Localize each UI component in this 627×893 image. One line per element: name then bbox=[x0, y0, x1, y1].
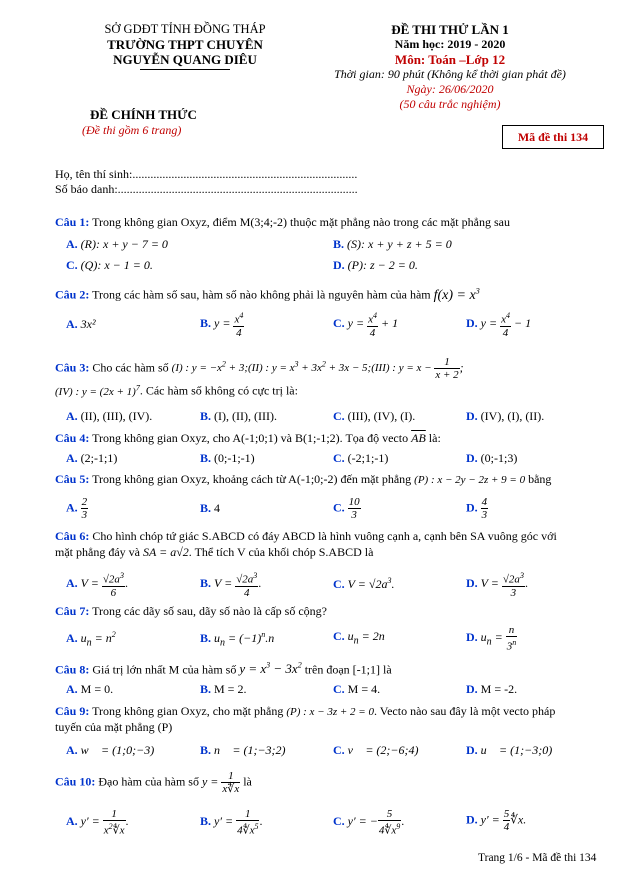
question-2 bbox=[55, 286, 480, 304]
option-2a bbox=[66, 318, 96, 332]
fraction: $\frac{x^4}{4}$ bbox=[501, 311, 510, 339]
vector-ab: $\overline{AB}$ bbox=[411, 431, 426, 445]
question-9-cont bbox=[55, 721, 172, 735]
question-label: Câu 1: bbox=[55, 215, 90, 229]
formula: y = bbox=[347, 316, 368, 331]
formula: u⃗ = (1;−3;0) bbox=[480, 743, 553, 757]
formula: v⃗ = (2;−6;4) bbox=[347, 743, 419, 757]
option-letter: A. bbox=[66, 682, 78, 696]
question-10 bbox=[55, 770, 252, 795]
exam-time: Thời gian: 90 phút (Không kể thời gian phát đề) bbox=[334, 67, 566, 81]
fraction: $\frac{1}{x^2∜x}$ bbox=[103, 808, 125, 837]
question-1 bbox=[55, 216, 510, 230]
formula: (P) : x − 2y − 2z + 9 = 0 bbox=[414, 474, 526, 486]
question-text-tail: . Thể tích V của khối chóp S.ABCD là bbox=[188, 545, 374, 559]
question-text: Trong các hàm số sau, hàm số nào không phải là nguyên hàm của hàm bbox=[92, 287, 431, 302]
option-letter: A. bbox=[66, 237, 78, 251]
option-letter: D. bbox=[466, 316, 478, 331]
option-8a bbox=[66, 683, 113, 697]
option-5b bbox=[200, 502, 220, 516]
student-name-line: Họ, tên thí sinh:........................................................................... bbox=[55, 167, 358, 181]
fraction: $\frac{4}{3}$ bbox=[481, 496, 488, 521]
option-letter: B. bbox=[200, 576, 212, 591]
option-7b bbox=[200, 630, 274, 649]
question-text: Đạo hàm của hàm số bbox=[98, 774, 199, 789]
formula: $u_n$ = bbox=[480, 630, 506, 648]
formula: y′ = − bbox=[347, 814, 378, 829]
option-9a bbox=[66, 744, 154, 758]
option-9d bbox=[466, 744, 552, 758]
option-letter: D. bbox=[466, 812, 478, 827]
question-text: Cho các hàm số bbox=[92, 360, 169, 375]
formula: $u_n = 2n$ bbox=[347, 629, 385, 647]
question-text: . Các hàm số không có cực trị là: bbox=[139, 383, 298, 398]
formula: $V = √2a^3$. bbox=[347, 576, 395, 591]
formula: y′ = bbox=[80, 814, 103, 829]
option-letter: D. bbox=[333, 258, 345, 272]
page-footer: Trang 1/6 - Mã đề thi 134 bbox=[478, 852, 597, 864]
option-letter: C. bbox=[333, 743, 345, 757]
option-6c bbox=[333, 576, 394, 592]
option-1c bbox=[66, 259, 153, 273]
question-6-cont bbox=[55, 546, 373, 560]
option-1a bbox=[66, 238, 168, 252]
option-letter: D. bbox=[466, 451, 478, 465]
dept-name: SỞ GDĐT TỈNH ĐỒNG THÁP bbox=[104, 22, 266, 36]
option-4c bbox=[333, 452, 388, 466]
fraction: $\frac{10}{3}$ bbox=[348, 496, 360, 521]
question-text-tail: bằng bbox=[528, 472, 552, 486]
fraction: $\frac{√2a^3}{3}$ bbox=[502, 571, 524, 599]
school-line-1: TRƯỜNG THPT CHUYÊN bbox=[107, 37, 263, 52]
question-text: Giá trị lớn nhất M của hàm số bbox=[92, 662, 237, 677]
option-letter: A. bbox=[66, 500, 78, 515]
fraction: $\frac{5}{4∜x^9}$ bbox=[378, 808, 401, 837]
question-3-cont bbox=[55, 383, 298, 398]
question-label: Câu 8: bbox=[55, 662, 90, 677]
formula: (IV) : $y = (2x + 1)^7$ bbox=[55, 383, 140, 398]
option-6a: A. V = $\frac{√2a^3}{6}$ . bbox=[66, 571, 128, 599]
option-letter: B. bbox=[200, 409, 212, 423]
question-3 bbox=[55, 356, 464, 381]
question-text: mặt phẳng đáy và bbox=[55, 545, 140, 559]
option-4b bbox=[200, 452, 255, 466]
option-letter: A. bbox=[66, 409, 78, 423]
question-label: Câu 9: bbox=[55, 704, 90, 718]
question-text-tail: trên đoạn [-1;1] là bbox=[304, 662, 392, 677]
option-1b bbox=[333, 238, 452, 252]
option-letter: B. bbox=[200, 743, 212, 757]
option-letter: B. bbox=[200, 501, 212, 515]
option-letter: C. bbox=[333, 500, 345, 515]
subject: Môn: Toán –Lớp 12 bbox=[394, 52, 506, 67]
question-label: Câu 5: bbox=[55, 472, 90, 486]
option-6b: B. V = $\frac{√2a^3}{4}$ . bbox=[200, 571, 262, 599]
formula: y′ = bbox=[214, 814, 237, 829]
option-letter: B. bbox=[200, 451, 212, 465]
option-1d bbox=[333, 259, 418, 273]
formula: y = bbox=[201, 774, 222, 789]
option-text: (S): x + y + z + 5 = 0 bbox=[347, 237, 452, 251]
option-7c bbox=[333, 630, 385, 647]
fraction: $\frac{√2a^3}{6}$ bbox=[102, 571, 124, 599]
question-count: (50 câu trắc nghiệm) bbox=[399, 97, 501, 111]
option-3b bbox=[200, 410, 277, 424]
option-text: M = 4. bbox=[347, 682, 381, 696]
pages-note: (Đề thi gồm 6 trang) bbox=[82, 123, 182, 137]
official-label: ĐỀ CHÍNH THỨC bbox=[90, 107, 197, 122]
option-9c bbox=[333, 744, 419, 758]
question-text: Cho hình chóp tứ giác S.ABCD có đáy ABCD là hình vuông cạnh a, cạnh bên SA vuông góc với bbox=[92, 529, 557, 543]
option-8d bbox=[466, 683, 517, 697]
option-3a bbox=[66, 410, 152, 424]
formula: V = bbox=[480, 576, 502, 591]
fraction: $\frac{1}{x∜x}$ bbox=[222, 770, 240, 795]
question-text: Trong không gian Oxyz, khoảng cách từ A(-1;0;-2) đến mặt phẳng bbox=[92, 472, 412, 486]
option-letter: B. bbox=[200, 631, 212, 645]
formula: (P) : x − 3z + 2 = 0 bbox=[286, 706, 374, 718]
option-4a bbox=[66, 452, 117, 466]
option-text: (I), (II), (III). bbox=[214, 409, 277, 423]
option-text: (II), (III), (IV). bbox=[80, 409, 153, 423]
question-label: Câu 3: bbox=[55, 360, 90, 375]
option-letter: C. bbox=[333, 316, 345, 331]
question-label: Câu 2: bbox=[55, 287, 90, 302]
option-text: (2;-1;1) bbox=[80, 451, 118, 465]
option-8c bbox=[333, 683, 380, 697]
option-5d bbox=[466, 496, 488, 521]
fraction: $\frac{x^4}{4}$ bbox=[368, 311, 377, 339]
option-text: 4 bbox=[214, 501, 221, 515]
school-line-2: NGUYỄN QUANG DIÊU bbox=[113, 52, 257, 67]
option-10c: C. y′ = − $\frac{5}{4∜x^9}$ . bbox=[333, 808, 405, 837]
option-text: (-2;1;-1) bbox=[347, 451, 389, 465]
option-10b: B. y′ = $\frac{1}{4∜x^5}$ . bbox=[200, 808, 263, 837]
option-text: (IV), (I), (II). bbox=[480, 409, 545, 423]
option-letter: A. bbox=[66, 451, 78, 465]
question-5 bbox=[55, 473, 551, 487]
question-text-tail: là: bbox=[428, 431, 441, 445]
formula: V = bbox=[80, 576, 102, 591]
option-7a bbox=[66, 630, 116, 649]
option-text: (0;-1;3) bbox=[480, 451, 518, 465]
option-10d bbox=[466, 808, 526, 833]
option-letter: A. bbox=[66, 743, 78, 757]
option-letter: C. bbox=[333, 682, 345, 696]
question-text: Trong không gian Oxyz, cho A(-1;0;1) và B(1;-1;2). Tọa độ vecto bbox=[92, 431, 409, 445]
option-5a bbox=[66, 496, 88, 521]
option-text: 3x² bbox=[80, 317, 96, 331]
option-6d: D. V = $\frac{√2a^3}{3}$ . bbox=[466, 571, 528, 599]
option-letter: C. bbox=[333, 814, 345, 829]
formula: ∜x. bbox=[510, 812, 527, 827]
question-text-tail: . Vecto nào sau đây là một vecto pháp bbox=[373, 704, 556, 718]
option-text: (III), (IV), (I). bbox=[347, 409, 416, 423]
school-year: Năm học: 2019 - 2020 bbox=[394, 37, 506, 51]
formula: y = bbox=[480, 316, 501, 331]
option-letter: B. bbox=[200, 814, 212, 829]
option-letter: B. bbox=[200, 682, 212, 696]
formula: + 1 bbox=[378, 316, 399, 331]
header-right bbox=[290, 22, 610, 112]
question-label: Câu 4: bbox=[55, 431, 90, 445]
fraction: $\frac{1}{4∜x^5}$ bbox=[237, 808, 259, 837]
option-letter: D. bbox=[466, 500, 478, 515]
exam-title: ĐỀ THI THỬ LẦN 1 bbox=[391, 22, 509, 37]
option-text: M = 0. bbox=[80, 682, 114, 696]
option-5c bbox=[333, 496, 361, 521]
option-text: M = -2. bbox=[480, 682, 518, 696]
question-label: Câu 6: bbox=[55, 529, 90, 543]
option-10a: A. y′ = $\frac{1}{x^2∜x}$ . bbox=[66, 808, 129, 837]
option-3d bbox=[466, 410, 544, 424]
formula: SA = a√2 bbox=[142, 545, 189, 559]
question-7 bbox=[55, 605, 327, 619]
header-underline bbox=[140, 69, 230, 70]
formula: $y = x^3 - 3x^2$ bbox=[239, 661, 302, 677]
fraction: $\frac{√2a^3}{4}$ bbox=[236, 571, 258, 599]
formula: n⃗ = (1;−3;2) bbox=[214, 743, 286, 757]
option-letter: B. bbox=[200, 316, 212, 331]
option-letter: A. bbox=[66, 814, 78, 829]
fraction: $\frac{2}{3}$ bbox=[81, 496, 88, 521]
option-letter: C. bbox=[333, 629, 345, 643]
fraction: $\frac{n}{3^n}$ bbox=[506, 624, 517, 653]
option-letter: D. bbox=[466, 743, 478, 757]
formula: (I) : $y = -x^2$ + 3;(II) : $y = x^3 + 3x^2 + 3x$ − 5;(III) : y = x − bbox=[171, 359, 435, 375]
question-text-tail: là bbox=[243, 774, 252, 789]
punct: ; bbox=[459, 360, 464, 375]
formula: y′ = bbox=[480, 812, 503, 827]
option-letter: C. bbox=[66, 258, 78, 272]
question-text: Trong không gian Oxyz, điểm M(3;4;-2) thuộc mặt phẳng nào trong các mặt phẳng sau bbox=[92, 215, 510, 229]
option-text: (P): z − 2 = 0. bbox=[347, 258, 418, 272]
fraction: $\frac{5}{4}$ bbox=[503, 808, 510, 833]
option-letter: C. bbox=[333, 451, 345, 465]
formula: $u_n = n^2$ bbox=[80, 630, 116, 649]
option-text: (R): x + y − 7 = 0 bbox=[80, 237, 168, 251]
fraction: $\frac{1}{x + 2}$ bbox=[435, 356, 459, 381]
question-label: Câu 7: bbox=[55, 604, 90, 618]
question-text: Trong không gian Oxyz, cho mặt phẳng bbox=[92, 704, 284, 718]
formula: y = bbox=[214, 316, 234, 331]
option-letter: D. bbox=[466, 576, 478, 591]
option-2b bbox=[200, 310, 244, 339]
option-3c bbox=[333, 410, 415, 424]
student-id-line: Số báo danh:................................................................................ bbox=[55, 182, 358, 196]
formula: V = bbox=[214, 576, 236, 591]
option-letter: D. bbox=[466, 409, 478, 423]
option-letter: A. bbox=[66, 317, 78, 331]
option-letter: C. bbox=[333, 577, 345, 591]
option-letter: A. bbox=[66, 576, 78, 591]
option-letter: D. bbox=[466, 682, 478, 696]
exam-date: Ngày: 26/06/2020 bbox=[406, 82, 494, 96]
option-text: (0;-1;-1) bbox=[214, 451, 255, 465]
option-text: (Q): x − 1 = 0. bbox=[80, 258, 153, 272]
option-7d bbox=[466, 624, 517, 653]
option-letter: B. bbox=[333, 237, 345, 251]
option-8b bbox=[200, 683, 246, 697]
formula: $f(x) = x^3$ bbox=[433, 286, 480, 303]
option-2c bbox=[333, 310, 398, 339]
question-9 bbox=[55, 705, 555, 719]
fraction: $\frac{x^4}{4}$ bbox=[234, 311, 244, 339]
option-2d bbox=[466, 310, 531, 339]
option-letter: A. bbox=[66, 631, 78, 645]
formula: w⃗ = (1;0;−3) bbox=[80, 743, 155, 757]
question-6 bbox=[55, 530, 557, 544]
option-4d bbox=[466, 452, 517, 466]
option-letter: C. bbox=[333, 409, 345, 423]
question-text: Trong các dãy số sau, dãy số nào là cấp số cộng? bbox=[92, 604, 327, 618]
question-8 bbox=[55, 661, 392, 677]
option-letter: D. bbox=[466, 630, 478, 645]
exam-code-box: Mã đề thi 134 bbox=[502, 125, 604, 149]
question-text: tuyến của mặt phẳng (P) bbox=[55, 720, 173, 734]
formula: $u_n = (-1)^n.n$ bbox=[214, 630, 275, 649]
question-label: Câu 10: bbox=[55, 774, 96, 789]
option-text: M = 2. bbox=[214, 682, 247, 696]
header-left bbox=[60, 22, 310, 70]
question-4 bbox=[55, 432, 441, 446]
option-9b bbox=[200, 744, 286, 758]
formula: − 1 bbox=[511, 316, 532, 331]
